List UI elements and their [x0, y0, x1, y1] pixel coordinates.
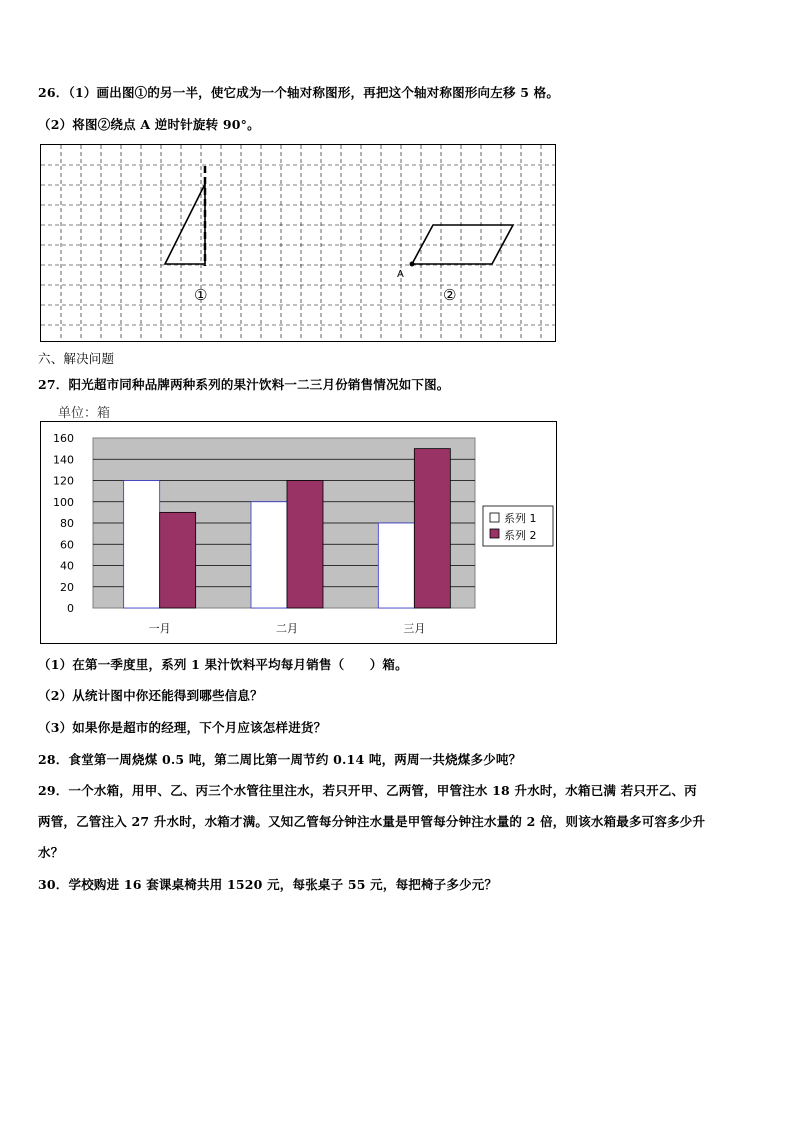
- legend-swatch-series-1: [490, 513, 499, 522]
- bar-series-2-1: [160, 512, 196, 608]
- bar-series-1-3: [378, 523, 414, 608]
- legend-swatch-series-2: [490, 529, 499, 538]
- chart-unit-label: 单位：箱: [58, 406, 111, 421]
- bar-series-1-1: [124, 481, 160, 609]
- q26-line1: 26．（1）画出图①的另一半，使它成为一个轴对称图形，再把这个轴对称图形向左移 5 格。: [38, 85, 560, 100]
- x-category-label: 一月: [148, 622, 171, 635]
- q29-line1: 29．一个水箱，用甲、乙、丙三个水管往里注水，若只开甲、乙两管，甲管注水 18 升水时，水箱已满 若只开乙、丙: [38, 783, 697, 798]
- point-a-dot: [410, 262, 415, 267]
- q26-line2: （2）将图②绕点 A 逆时针旋转 90°。: [38, 117, 260, 132]
- q28-text: 28．食堂第一周烧煤 0.5 吨，第二周比第一周节约 0.14 吨，两周一共烧煤多少吨？: [38, 752, 522, 767]
- q27-sub3: （3）如果你是超市的经理，下个月应该怎样进货？: [38, 720, 327, 735]
- y-tick-120: 120: [53, 474, 74, 488]
- q30-text: 30．学校购进 16 套课桌椅共用 1520 元，每张桌子 55 元，每把椅子多少元？: [38, 877, 498, 892]
- x-category-label: 三月: [403, 622, 426, 635]
- sales-bar-chart: [40, 421, 558, 645]
- q29-line3: 水？: [38, 845, 64, 860]
- y-tick-100: 100: [53, 495, 74, 509]
- y-tick-20: 20: [60, 580, 74, 594]
- grid-figure: [40, 144, 556, 342]
- bar-series-2-3: [414, 449, 450, 608]
- y-tick-0: 0: [67, 602, 74, 615]
- y-tick-40: 40: [60, 559, 74, 573]
- legend: [483, 506, 553, 546]
- figure-1-label: ①: [194, 286, 208, 304]
- y-tick-160: 160: [53, 432, 74, 445]
- y-tick-60: 60: [60, 538, 74, 552]
- x-category-label: 二月: [276, 622, 298, 635]
- bar-series-2-2: [287, 481, 323, 609]
- y-tick-140: 140: [53, 453, 74, 467]
- figure-2-label: ②: [443, 286, 457, 304]
- q29-line2: 两管，乙管注入 27 升水时，水箱才满。又知乙管每分钟注水量是甲管每分钟注水量的 2 倍，则该水箱最多可容多少升: [38, 814, 706, 829]
- point-a-label: A: [397, 269, 404, 280]
- section-six-heading: 六、解决问题: [38, 351, 115, 366]
- bar-series-1-2: [251, 502, 287, 608]
- q27-text: 27．阳光超市同种品牌两种系列的果汁饮料一二三月份销售情况如下图。: [38, 377, 450, 392]
- q27-sub1: （1）在第一季度里，系列 1 果汁饮料平均每月销售（ ）箱。: [38, 657, 408, 672]
- legend-label-series-1: 系列 1: [504, 512, 537, 525]
- y-tick-80: 80: [60, 517, 74, 530]
- legend-label-series-2: 系列 2: [504, 529, 537, 542]
- q27-sub2: （2）从统计图中你还能得到哪些信息？: [38, 688, 263, 703]
